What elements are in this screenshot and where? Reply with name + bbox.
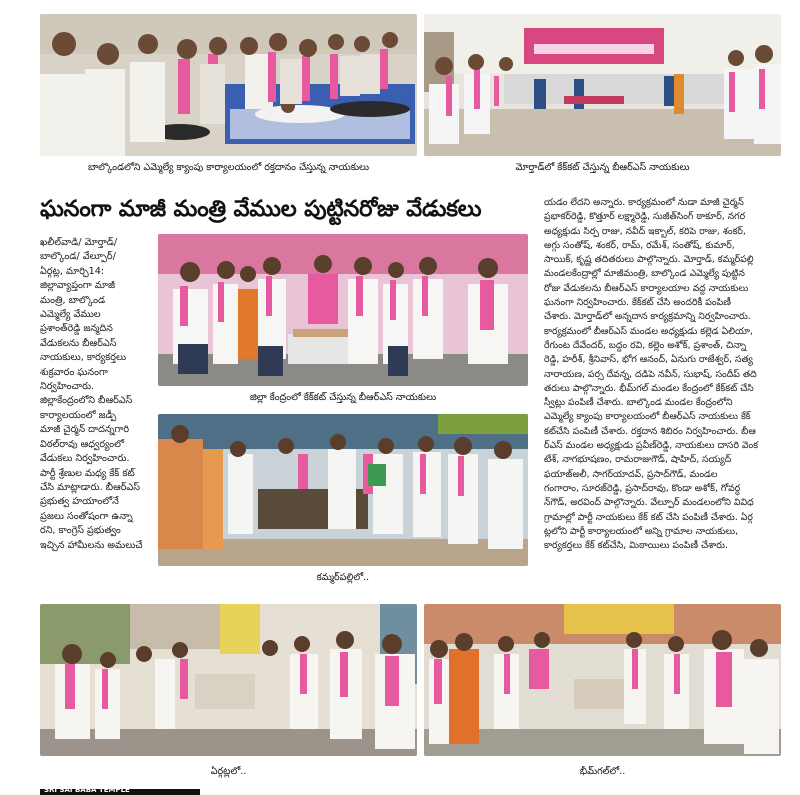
photo-yergatla-image bbox=[40, 604, 417, 756]
text-line: ర్‌ఎస్ మండల అధ్యక్షుడు ప్రవీణ్‌రెడ్డి, నాయకులు దాసరి వెంక bbox=[544, 440, 759, 452]
text-line: కట్‌చేసి పంపిణీ చేశారు. రక్తదాన శిబిరం నిర్వహించారు. బీఆ bbox=[544, 425, 756, 437]
text-line: ప్రశాంత్‌రెడ్డి జన్మదిన bbox=[40, 323, 113, 335]
photo-yergatla bbox=[40, 604, 417, 756]
text-line: యడం లేదని అన్నారు. కార్యక్రమంలో నుడా మాజీ చైర్మన్ bbox=[544, 197, 744, 208]
text-line: జిల్లావ్యాప్తంగా మాజీ bbox=[40, 280, 116, 292]
photo-district-center bbox=[158, 234, 528, 386]
text-line: అగ్గు సంతోష్, శంకర్, రామ్, రమేశ్, సంతోష్, కుమార్, bbox=[544, 239, 735, 251]
text-line: ప్రభుత్వ హయాంలోనే bbox=[40, 496, 119, 508]
text-line: ఇచ్చిన హామీలను అమలుచే bbox=[40, 539, 143, 551]
text-line: నారాయణ, పర్స దేవన్న, దడిపె నవీన్, సుభాష్, సందీప్ తది bbox=[544, 368, 757, 380]
photo-district-center-caption: జిల్లా కేంద్రంలో కేక్‌కట్ చేస్తున్న బీఆర్‌ఎస్ నాయకులు bbox=[249, 392, 437, 403]
text-line: శుక్రవారం ఘనంగా bbox=[40, 366, 108, 378]
text-line: ఫయాజ్‌అలీ, సాగర్‌యాదవ్, ప్రసాద్‌గౌడ్, మండల bbox=[544, 468, 718, 480]
footer-strip bbox=[40, 786, 200, 795]
text-line: కార్యాలయంలో జడ్పీ bbox=[40, 409, 117, 421]
text-line: విఠల్‌రావు ఆధ్వర్యంలో bbox=[40, 438, 124, 450]
text-line: కార్యకర్తలు కేక్ కట్‌చేసి, మిఠాయిలు పంపిణీ చేశారు. bbox=[544, 540, 728, 552]
photo-blood-donation-image bbox=[40, 14, 417, 156]
text-line: వేడుకలను బీఆర్‌ఎస్ bbox=[40, 337, 117, 349]
text-line: ప్రజలు సంతోషంగా ఉన్నా bbox=[40, 510, 133, 522]
text-line: జిల్లాకేంద్రంలోని బీఆర్‌ఎస్ bbox=[40, 395, 133, 407]
text-line: ఖలీల్‌వాడి/ మోర్తాడ్/ bbox=[40, 237, 118, 248]
text-line: వేడుకలు నిర్వహించారు. bbox=[40, 453, 130, 465]
photo-mortad bbox=[424, 14, 781, 156]
text-line: మాజీ చైర్మన్ దాదన్నగారి bbox=[40, 424, 130, 436]
text-line: ట్లలోని పార్టీ కార్యాలయంలో అన్ని గ్రామాల నాయకులు, bbox=[544, 525, 739, 537]
photo-kammarpally-caption: కమ్మర్‌పల్లిలో.. bbox=[316, 572, 370, 583]
text-line: తరులు పాల్గొన్నారు. భీమ్‌గల్ మండల కేంద్రంలో కేక్‌కట్ చేసి bbox=[544, 382, 754, 394]
photo-district-center-image bbox=[158, 234, 528, 386]
text-line: మండలకేంద్రాల్లో మాజీమంత్రి, బాల్కొండ ఎమ్మెల్యే పుట్టిన bbox=[544, 268, 745, 280]
photo-bheemgal-image bbox=[424, 604, 781, 756]
text-line: బాల్కొండ/ వేల్పూర్/ bbox=[40, 251, 116, 263]
photo-kammarpally bbox=[158, 414, 528, 566]
text-line: నాయకులు, కార్యకర్తలు bbox=[40, 352, 127, 364]
text-line: ప్రభాకర్‌రెడ్డి, కొత్తూర్ లక్ష్మారెడ్డి, సుజీత్‌సింగ్ ఠాకూర్, నగర bbox=[544, 211, 746, 223]
photo-mortad-caption: మోర్తాడ్‌లో కేక్‌కట్ చేస్తున్న బీఆర్‌ఎస్ నాయకులు bbox=[515, 162, 690, 173]
photo-bheemgal-caption: భీమ్‌గల్‌లో.. bbox=[579, 766, 626, 777]
text-line: ఏర్గట్ల, మార్చి14: bbox=[40, 265, 105, 277]
text-line: రేగుంట దేవేందర్, బద్దం రవి, కల్లెం అశోక్, ప్రశాంత్, చిన్నా bbox=[544, 339, 747, 351]
article-headline: ఘనంగా మాజీ మంత్రి వేముల పుట్టినరోజు వేడుకలు bbox=[40, 196, 482, 222]
text-line: సాయిక్, కృష్ణ తదితరులు పాల్గొన్నారు. మోర్తాడ్, కమ్మర్‌పల్లి bbox=[544, 254, 754, 266]
photo-yergatla-caption: ఏర్గట్లలో.. bbox=[210, 766, 247, 777]
text-line: కార్యక్రమంలో బీఆర్‌ఎస్ మండల అధ్యక్షుడు కల్లెడ ఏలియా, bbox=[544, 325, 753, 337]
text-line: న్‌గౌడ్, అరవింద్ పాల్గొన్నారు. వేల్పూర్ మండలంలోని వివిధ bbox=[544, 497, 754, 509]
photo-blood-donation bbox=[40, 14, 417, 156]
photo-kammarpally-image bbox=[158, 414, 528, 566]
photo-bheemgal bbox=[424, 604, 781, 756]
text-line: రెడ్డి, హరీశ్, శ్రీనివాస్, భోగ ఆనంద్, ఏనుగు రాజేశ్వర్, సత్య bbox=[544, 354, 753, 366]
footer-text: SRI SAI BABA TEMPLE bbox=[44, 786, 130, 794]
article-left-column bbox=[40, 236, 152, 553]
photo-mortad-image bbox=[424, 14, 781, 156]
text-line: రని, కాంగ్రెస్ ప్రభుత్వం bbox=[40, 525, 121, 537]
text-line: అధ్యక్షుడు సిర్ప రాజు, నవీద్ ఇక్బాల్, కరిపె రాజు, శంకర్, bbox=[544, 225, 746, 237]
article-right-column bbox=[544, 196, 784, 553]
text-line: చేసి మాట్లాడారు. బీఆర్‌ఎస్ bbox=[40, 481, 140, 493]
text-line: టేశ్, నాగభూషణం, రామరాజుగౌడ్, షాహిద్, సయ్యద్ bbox=[544, 454, 732, 466]
text-line: గ్రామాల్లో పార్టీ నాయకులు కేక్ కట్ చేసి పంపిణీ చేశారు. ఏర్గ bbox=[544, 511, 753, 523]
text-line: ఎమ్మెల్యే క్యాంపు కార్యాలయంలో బీఆర్‌ఎస్ నాయకులు కేక్ bbox=[544, 411, 751, 423]
photo-blood-donation-caption: బాల్కొండలోని ఎమ్మెల్యే క్యాంపు కార్యాలయంలో రక్తదానం చేస్తున్న నాయకులు bbox=[87, 162, 369, 173]
text-line: గంగారాం, సూరజ్‌రెడ్డి, ప్రసాద్‌రావు, కొండా అశోక్, గోవర్ధ bbox=[544, 482, 741, 494]
text-line: చేశారు. మోర్తాడ్‌లో అన్నదాన కార్యక్రమాన్ని నిర్వహించారు. bbox=[544, 311, 751, 323]
text-line: స్వీట్లు పంపిణీ చేశారు. బాల్కొండ మండల కేంద్రంలోని bbox=[544, 397, 733, 409]
text-line: మంత్రి, బాల్కొండ bbox=[40, 294, 106, 306]
text-line: నిర్వహించారు. bbox=[40, 381, 95, 393]
text-line: ఘనంగా నిర్వహించారు. కేక్‌కట్ చేసి అందరికీ పంపిణీ bbox=[544, 297, 731, 309]
text-line: రోజు వేడుకలను బీఆర్‌ఎస్ కార్యాలయాల వద్ద నాయకులు bbox=[544, 282, 749, 294]
text-line: పార్టీ శ్రేణుల మధ్య కేక్ కట్ bbox=[40, 467, 135, 479]
text-line: ఎమ్మెల్యే వేముల bbox=[40, 309, 101, 321]
